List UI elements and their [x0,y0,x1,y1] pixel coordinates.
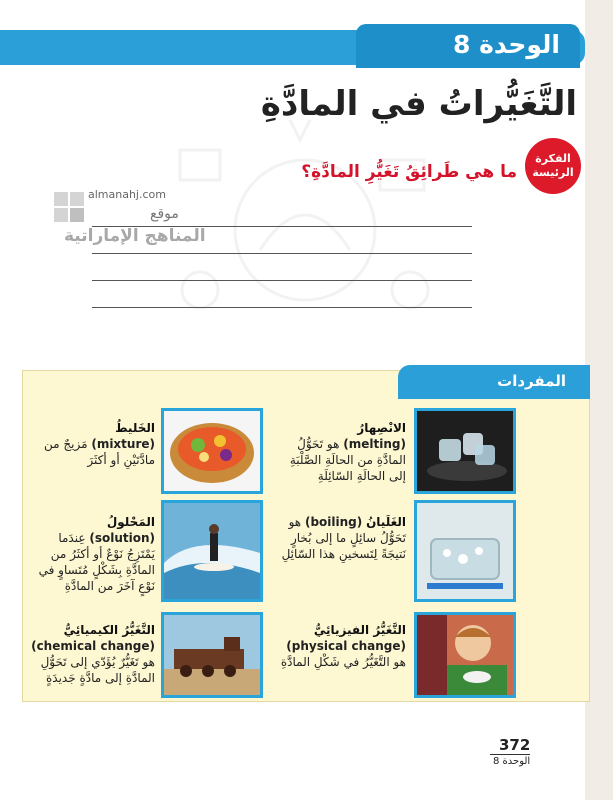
writing-line [92,253,472,254]
logo-sub: موقع [150,206,179,222]
term-word: التَّغَيُّرُ الكيميائِيُّ [63,623,155,637]
term-word: التَّغَيُّرُ الفيزيائِيُّ [313,623,406,637]
writing-line [92,226,472,227]
term-melting [276,420,406,484]
term-definition: هو التَّغَيُّرُ في شَكْلِ المادَّةِ [280,655,406,669]
logo-site: almanahj.com [88,188,166,201]
term-definition: هو تَغَيُّرٌ يُؤَدّي إلى تَحَوُّلِ المادَّةِ إلى مادَّةٍ جَديدَةٍ [40,655,155,685]
term-definition: هو تَحَوُّلُ المادَّةِ من الحالَةِ الصَّلْبَةِ إلى الحالَةِ السّائِلَةِ [289,437,406,483]
fruit-salad-image [161,408,263,494]
lesson-title: التَّغَيُّراتُ في المادَّةِ [260,84,577,124]
writing-line [92,280,472,281]
term-chemical-change [30,622,155,686]
writing-line [92,307,472,308]
term-word: الغَلَيانُ [366,515,406,529]
term-boiling [276,514,406,562]
term-physical-change [276,622,406,670]
term-definition: عِندَما يَمْتَزِجُ نَوْعٌ أو أكثَرُ من المادَّةِ بِشَكْلٍ مُتَساوٍ في نَوْعٍ آخَرَ من المادَّةِ [38,531,155,593]
badge-line-2: الرئيسة [532,166,574,179]
main-idea-badge [525,138,581,194]
term-english: (physical change) [286,639,406,653]
vocabulary-tab [398,365,590,399]
term-english: (melting) [343,437,406,451]
page-unit: الوحدة 8 [493,756,531,767]
badge-line-1: الفكرة [535,152,571,166]
unit-tab [356,24,580,68]
unit-label: الوحدة 8 [453,30,560,59]
logo-main: المناهج الإماراتية [64,226,206,246]
term-english: (mixture) [91,437,155,451]
term-definition: مَزيجٌ من مادَّتَيْنِ أو أكثَرَ [43,437,155,467]
term-word: الانْصِهارُ [357,421,406,435]
melting-ice-image [414,408,516,494]
term-mixture [30,420,155,468]
page-rule [490,754,530,755]
page-number: 372 [499,736,531,754]
term-english: (solution) [89,531,155,545]
boiling-water-image [414,500,516,602]
term-word: المَحْلولُ [106,515,155,529]
term-english: (chemical change) [31,639,155,653]
rusty-train-image [161,612,263,698]
main-idea-question: ما هي طَرائِقُ تَغَيُّرِ المادَّةِ؟ [301,162,517,182]
term-word: الخَليطُ [115,421,155,435]
term-solution [30,514,155,594]
surfer-image [161,500,263,602]
term-definition: هو تَحَوُّلُ سائِلٍ ما إلى بُخارٍ نَتيجَةً لِتَسخينِ هذا السّائِلِ [281,515,406,561]
vocabulary-header: المفردات [497,372,566,390]
clay-boy-image [414,612,516,698]
term-english: (boiling) [304,515,363,529]
